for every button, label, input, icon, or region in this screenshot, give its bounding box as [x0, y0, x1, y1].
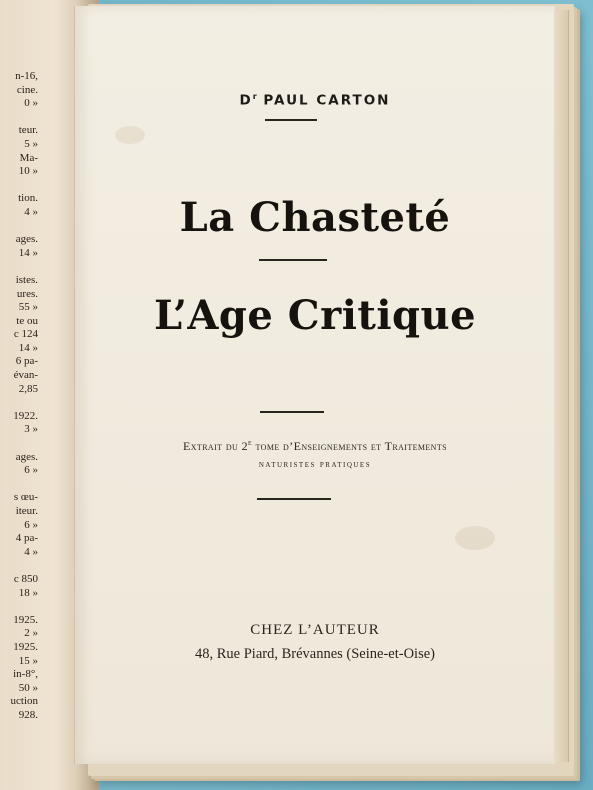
left-page-line: 5 » — [24, 137, 38, 150]
left-page-line: 18 » — [18, 586, 38, 599]
page-edge — [554, 10, 569, 762]
left-page-line: istes. — [15, 273, 38, 286]
left-page-line: s œu- — [13, 491, 38, 504]
left-page-line: 1922. — [13, 409, 38, 422]
left-page-line: Ma- — [19, 151, 38, 164]
left-page-line: 55 » — [18, 301, 38, 314]
left-page-line: 928. — [18, 708, 38, 721]
left-page-line: 4 » — [24, 205, 38, 218]
divider-rule — [259, 259, 327, 261]
extract-line-1-sup: e — [248, 438, 253, 447]
left-page-line: tion. — [18, 192, 38, 205]
left-page-line: 10 » — [18, 165, 38, 178]
left-page-line: 4 pa- — [15, 532, 38, 545]
left-page-line — [0, 396, 38, 410]
title-page — [74, 6, 555, 764]
left-page-line: c 124 — [13, 328, 38, 341]
author — [75, 92, 555, 109]
left-page-line — [0, 260, 38, 274]
left-page-line: uction — [10, 695, 38, 708]
left-page-line: 2 » — [24, 627, 38, 640]
author-prefix: D — [239, 92, 253, 109]
left-page-line: 1925. — [13, 640, 38, 653]
left-page-line: 0 » — [24, 97, 38, 110]
left-page-line: ages. — [15, 450, 38, 463]
left-page-line: c 850 — [13, 572, 38, 585]
left-page-line — [0, 111, 38, 125]
extract-line-2: naturistes pratiques — [258, 459, 372, 470]
left-page-line: évan- — [13, 369, 38, 382]
left-page-line — [0, 600, 38, 614]
left-page-line: cine. — [16, 83, 38, 96]
left-page-line: ures. — [16, 287, 38, 300]
left-page-line: 1925. — [13, 613, 38, 626]
left-page-line: teur. — [18, 124, 38, 137]
left-page-text — [0, 70, 38, 723]
left-page-line: te ou — [16, 314, 38, 327]
left-page-line: 6 » — [24, 518, 38, 531]
left-page-line: 2,85 — [18, 382, 38, 395]
author-prefix-sup: r — [252, 92, 257, 101]
left-page-line: n-16, — [15, 70, 38, 82]
title-line-2: L’Age Critique — [153, 292, 477, 339]
left-page-line — [0, 220, 38, 234]
divider-rule — [265, 119, 317, 121]
left-page-line: in-8°, — [13, 668, 38, 681]
left-page-line: 50 » — [18, 681, 38, 694]
left-page-line: iteur. — [15, 505, 38, 517]
paper-stain — [115, 126, 145, 144]
extract-line-1 — [75, 438, 555, 454]
divider-rule — [260, 411, 324, 413]
left-page-line: 15 » — [18, 654, 38, 667]
address: 48, Rue Piard, Brévannes (Seine-et-Oise) — [195, 646, 435, 662]
publisher: CHEZ L’AUTEUR — [250, 622, 380, 638]
paper-stain — [455, 526, 495, 550]
left-page-line — [0, 559, 38, 573]
author-name: PAUL CARTON — [263, 92, 391, 109]
left-page-line: ages. — [15, 233, 38, 246]
left-page-line: 14 » — [18, 246, 38, 259]
left-page-line — [0, 437, 38, 451]
title-line-1: La Chasteté — [179, 194, 451, 241]
divider-rule — [257, 498, 331, 500]
left-page-line — [0, 179, 38, 193]
left-page-line: 3 » — [24, 423, 38, 436]
extract-line-1b: tome d’Enseignements et Traitements — [252, 439, 447, 453]
left-page-line: 6 pa- — [15, 355, 38, 368]
left-page-line: 14 » — [18, 341, 38, 354]
left-page-line: 6 » — [24, 464, 38, 477]
left-page-line — [0, 478, 38, 492]
left-page-line: 4 » — [24, 545, 38, 558]
extract-line-1a: Extrait du 2 — [183, 439, 249, 453]
